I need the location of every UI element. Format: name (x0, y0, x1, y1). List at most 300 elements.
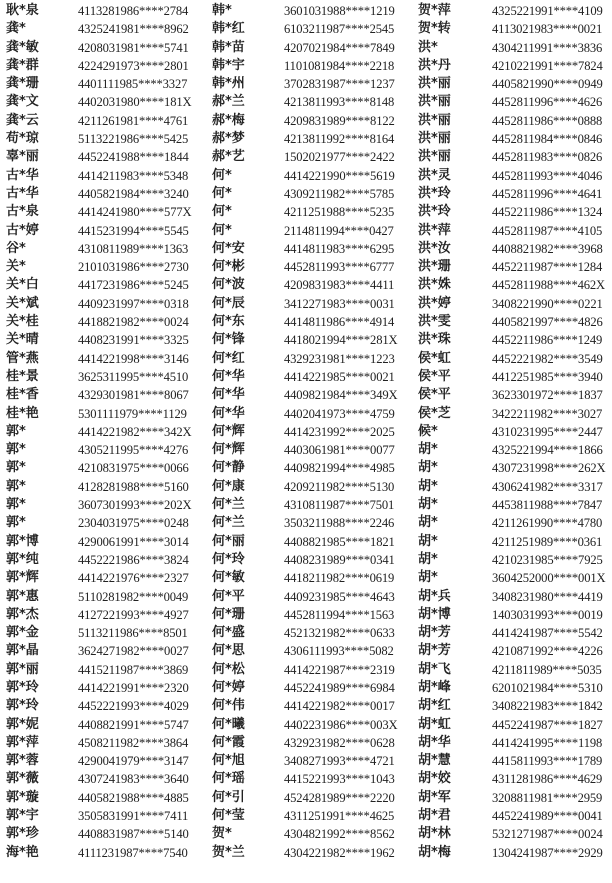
list-row (410, 240, 612, 258)
person-name: 韩*红 (212, 21, 245, 37)
person-name: 洪*丽 (418, 76, 451, 92)
list-row (0, 39, 205, 57)
person-name: 关*斌 (6, 295, 39, 311)
person-name: 胡*红 (418, 698, 451, 714)
id-number: 4414241987****5542 (492, 626, 603, 641)
person-name: 郝*梦 (212, 131, 245, 147)
id-number: 3625311995****4510 (78, 369, 189, 384)
id-number: 4418211982****0619 (284, 571, 395, 586)
person-name: 郭*玲 (6, 679, 39, 695)
list-row (410, 313, 612, 331)
id-number: 4304821992****8562 (284, 827, 395, 842)
person-name: 何*敏 (212, 570, 245, 586)
person-name: 郭*玲 (6, 698, 39, 714)
list-row (205, 130, 410, 148)
id-number: 4452811986****0888 (492, 113, 603, 128)
list-row (410, 734, 612, 752)
list-row (205, 807, 410, 825)
person-name: 何*红 (212, 350, 245, 366)
person-name: 胡*梅 (418, 844, 451, 860)
id-number: 4508211982****3864 (78, 735, 189, 750)
person-name: 洪*珊 (418, 259, 451, 275)
id-number: 4415231994****5545 (78, 223, 189, 238)
id-number: 4329231981****1223 (284, 351, 395, 366)
id-number: 4418821982****0024 (78, 315, 189, 330)
list-row (0, 57, 205, 75)
list-row (0, 825, 205, 843)
person-name: 胡*飞 (418, 661, 451, 677)
person-name: 洪*姝 (418, 277, 451, 293)
id-number: 4452211987****1284 (492, 260, 603, 275)
person-name: 郭* (6, 460, 26, 476)
person-name: 郭*宇 (6, 808, 39, 824)
id-number: 4452811987****4105 (492, 223, 603, 238)
person-name: 郭*辉 (6, 570, 39, 586)
person-name: 耿*泉 (6, 3, 39, 18)
person-name: 何*思 (212, 643, 245, 659)
list-row (0, 350, 205, 368)
person-name: 洪*玲 (418, 204, 451, 220)
list-row (205, 478, 410, 496)
list-row (205, 716, 410, 734)
list-row (410, 642, 612, 660)
person-name: 何*盛 (212, 625, 245, 641)
id-number: 4305211995****4276 (78, 443, 189, 458)
id-number: 4453811988****7847 (492, 498, 603, 513)
person-name: 洪*珠 (418, 332, 451, 348)
person-name: 何*彬 (212, 259, 245, 275)
id-number: 4409821994****4985 (284, 461, 395, 476)
person-name: 何*华 (212, 405, 245, 421)
list-row (205, 93, 410, 111)
list-row (410, 825, 612, 843)
id-number: 4452811994****1563 (284, 607, 395, 622)
list-row (205, 2, 410, 20)
list-row (410, 130, 612, 148)
person-name: 郭* (6, 478, 26, 494)
id-number: 4402041973****4759 (284, 406, 395, 421)
person-name: 洪*丽 (418, 112, 451, 128)
list-row (205, 75, 410, 93)
list-row (410, 258, 612, 276)
id-number: 4414811986****4914 (284, 315, 395, 330)
person-name: 洪*雯 (418, 314, 451, 330)
id-number: 4306241982****3317 (492, 479, 603, 494)
list-row (0, 789, 205, 807)
person-name: 洪*丽 (418, 149, 451, 165)
person-name: 何* (212, 222, 232, 238)
person-name: 何*静 (212, 460, 245, 476)
person-name: 关*白 (6, 277, 39, 293)
id-number: 4211261981****4761 (78, 113, 189, 128)
id-number: 4414221982****342X (78, 424, 192, 439)
id-number: 1502021977****2422 (284, 150, 395, 165)
person-name: 郝*梅 (212, 112, 245, 128)
id-number: 4415211987****3869 (78, 662, 189, 677)
person-name: 郭*薇 (6, 771, 39, 787)
list-row (0, 533, 205, 551)
list-row (410, 295, 612, 313)
list-row (205, 185, 410, 203)
person-name: 贺* (212, 826, 232, 842)
person-name: 关*桂 (6, 314, 39, 330)
id-number: 4224291973****2801 (78, 58, 189, 73)
id-number: 4452241988****1844 (78, 150, 189, 165)
person-name: 何*平 (212, 588, 245, 604)
list-row (410, 405, 612, 423)
list-row (205, 313, 410, 331)
list-row (410, 148, 612, 166)
list-row (0, 405, 205, 423)
person-name: 胡*芳 (418, 625, 451, 641)
id-number: 4304211991****3836 (492, 40, 603, 55)
id-number: 4329301981****8067 (78, 388, 189, 403)
list-row (0, 661, 205, 679)
person-name: 何*瑶 (212, 771, 245, 787)
person-name: 何*安 (212, 240, 245, 256)
person-name: 胡*博 (418, 606, 451, 622)
person-name: 龚*云 (6, 112, 39, 128)
person-name: 韩*苗 (212, 39, 245, 55)
list-row (205, 57, 410, 75)
list-row (410, 93, 612, 111)
person-name: 洪*丹 (418, 57, 451, 73)
id-number: 4290041979****3147 (78, 754, 189, 769)
list-row (0, 112, 205, 130)
list-row (410, 478, 612, 496)
id-number: 3702831987****1237 (284, 77, 395, 92)
list-row (0, 222, 205, 240)
id-number: 4401111985****3327 (78, 77, 188, 92)
person-name: 何* (212, 167, 232, 183)
id-number: 4415811993****1789 (492, 754, 603, 769)
person-name: 龚*群 (6, 57, 39, 73)
id-number: 4409231985****4643 (284, 589, 395, 604)
id-number: 3601031988****1219 (284, 4, 395, 18)
id-number: 4405821984****3240 (78, 186, 189, 201)
id-number: 4418021994****281X (284, 333, 398, 348)
id-number: 4211251988****5235 (284, 205, 395, 220)
person-name: 何*波 (212, 277, 245, 293)
id-number: 4213811992****8164 (284, 132, 395, 147)
person-name: 韩*宇 (212, 57, 245, 73)
id-number: 4290061991****3014 (78, 534, 189, 549)
list-row (410, 533, 612, 551)
person-name: 龚*文 (6, 94, 39, 110)
list-row (205, 386, 410, 404)
id-number: 4452811993****6777 (284, 260, 395, 275)
list-row (205, 752, 410, 770)
list-row (0, 368, 205, 386)
id-number: 4311251991****4625 (284, 809, 395, 824)
person-name: 何*松 (212, 661, 245, 677)
id-number: 4521321982****0633 (284, 626, 395, 641)
id-number: 4310811989****1363 (78, 241, 189, 256)
list-row (0, 752, 205, 770)
person-name: 何*珊 (212, 606, 245, 622)
list-row (0, 203, 205, 221)
person-name: 胡* (418, 497, 438, 513)
list-row (0, 624, 205, 642)
id-number: 4408231991****3325 (78, 333, 189, 348)
id-number: 4210231985****7925 (492, 552, 603, 567)
list-row (205, 588, 410, 606)
id-number: 4414241980****577X (78, 205, 192, 220)
list-row (205, 734, 410, 752)
list-column-2 (205, 0, 410, 883)
list-row (0, 697, 205, 715)
person-name: 胡* (418, 551, 438, 567)
person-name: 胡*军 (418, 789, 451, 805)
person-name: 胡* (418, 460, 438, 476)
person-name: 何* (212, 185, 232, 201)
id-number: 4452211986****1249 (492, 333, 603, 348)
person-name: 胡*姣 (418, 771, 451, 787)
person-name: 郭* (6, 423, 26, 439)
id-number: 4211811989****5035 (492, 662, 602, 677)
list-row (205, 679, 410, 697)
id-number: 4417231986****5245 (78, 278, 189, 293)
list-row (0, 423, 205, 441)
person-name: 贺*萍 (418, 3, 451, 18)
person-name: 胡* (418, 570, 438, 586)
list-row (410, 514, 612, 532)
list-row (0, 276, 205, 294)
list-row (410, 496, 612, 514)
list-column-3 (410, 0, 612, 883)
list-row (410, 770, 612, 788)
list-row (205, 350, 410, 368)
list-row (0, 496, 205, 514)
list-row (0, 606, 205, 624)
person-name: 何*康 (212, 478, 245, 494)
id-number: 3422211982****3027 (492, 406, 603, 421)
id-number: 4402231986****003X (284, 717, 398, 732)
list-row (205, 825, 410, 843)
list-row (0, 551, 205, 569)
person-name: 胡*峰 (418, 679, 451, 695)
id-number: 3505831991****7411 (78, 809, 189, 824)
id-number: 4414211983****5348 (78, 168, 189, 183)
id-number: 4307231998****262X (492, 461, 606, 476)
id-number: 3408221983****1842 (492, 699, 603, 714)
person-name: 古*婷 (6, 222, 39, 238)
person-name: 海*艳 (6, 844, 39, 860)
person-name: 何*丽 (212, 533, 245, 549)
person-name: 苟*琼 (6, 131, 39, 147)
person-name: 管*燕 (6, 350, 39, 366)
list-row (0, 130, 205, 148)
id-number: 4210871992****4226 (492, 644, 603, 659)
list-row (0, 148, 205, 166)
list-row (410, 697, 612, 715)
person-name: 洪*汝 (418, 240, 451, 256)
id-number: 3408221990****0221 (492, 296, 603, 311)
id-number: 5113211986****8501 (78, 626, 188, 641)
person-name: 郭*惠 (6, 588, 39, 604)
id-number: 2114811994****0427 (284, 223, 394, 238)
list-row (205, 258, 410, 276)
id-number: 1101081984****2218 (284, 58, 395, 73)
list-row (205, 368, 410, 386)
id-number: 6201021984****5310 (492, 680, 603, 695)
person-name: 郭*纯 (6, 551, 39, 567)
person-name: 郝*艺 (212, 149, 245, 165)
list-row (0, 844, 205, 862)
list-row (0, 770, 205, 788)
list-row (410, 679, 612, 697)
list-row (205, 20, 410, 38)
person-name: 龚* (6, 21, 26, 37)
person-name: 古*华 (6, 167, 39, 183)
list-row (0, 716, 205, 734)
person-name: 胡*兵 (418, 588, 451, 604)
id-number: 4524281989****2220 (284, 790, 395, 805)
id-number: 4409231997****0318 (78, 296, 189, 311)
id-number: 4207021984****7849 (284, 40, 395, 55)
list-row (410, 624, 612, 642)
list-row (410, 789, 612, 807)
person-name: 洪*丽 (418, 131, 451, 147)
list-row (410, 606, 612, 624)
id-number: 4403061981****0077 (284, 443, 395, 458)
person-name: 胡*芳 (418, 643, 451, 659)
id-number: 4414221998****3146 (78, 351, 189, 366)
list-row (410, 2, 612, 20)
person-name: 侯*芝 (418, 405, 451, 421)
id-number: 2101031986****2730 (78, 260, 189, 275)
person-name: 何* (212, 204, 232, 220)
list-row (0, 331, 205, 349)
list-row (205, 276, 410, 294)
person-name: 何*辉 (212, 423, 245, 439)
id-number: 4325221991****4109 (492, 4, 603, 18)
id-number: 4414221976****2327 (78, 571, 189, 586)
person-name: 何*引 (212, 789, 245, 805)
list-row (0, 240, 205, 258)
list-row (0, 478, 205, 496)
person-name: 胡* (418, 478, 438, 494)
id-number: 3607301993****202X (78, 498, 192, 513)
person-name: 洪*玲 (418, 185, 451, 201)
list-row (410, 551, 612, 569)
id-number: 5110281982****0049 (78, 589, 189, 604)
id-number: 4414221991****2320 (78, 680, 189, 695)
id-number: 4210221991****7824 (492, 58, 603, 73)
id-number: 4452221986****3824 (78, 552, 189, 567)
person-name: 洪*萍 (418, 222, 451, 238)
person-name: 洪* (418, 39, 438, 55)
id-number: 4304221982****1962 (284, 845, 395, 860)
person-name: 胡*林 (418, 826, 451, 842)
list-row (205, 770, 410, 788)
person-name: 何*锋 (212, 332, 245, 348)
list-row (0, 441, 205, 459)
id-number: 4408231989****0341 (284, 552, 395, 567)
id-number: 3624271982****0027 (78, 644, 189, 659)
list-row (0, 514, 205, 532)
list-row (205, 496, 410, 514)
id-number: 6103211987****2545 (284, 22, 395, 37)
list-row (0, 588, 205, 606)
person-name: 何*莹 (212, 808, 245, 824)
person-name: 郭* (6, 497, 26, 513)
list-column-1 (0, 0, 205, 883)
id-number: 4307241983****3640 (78, 772, 189, 787)
id-number: 4405821997****4826 (492, 315, 603, 330)
id-number: 3623301972****1837 (492, 388, 603, 403)
person-name: 洪*婷 (418, 295, 451, 311)
id-number: 4408831987****5140 (78, 827, 189, 842)
id-number: 4452221993****4029 (78, 699, 189, 714)
person-name: 郭*妮 (6, 716, 39, 732)
id-number: 4405821988****4885 (78, 790, 189, 805)
list-row (205, 295, 410, 313)
person-name: 韩*州 (212, 76, 245, 92)
id-number: 4311281986****4629 (492, 772, 603, 787)
list-row (0, 295, 205, 313)
person-name: 何*玲 (212, 551, 245, 567)
list-row (0, 185, 205, 203)
id-number: 5113221986****5425 (78, 132, 189, 147)
id-number: 4309211982****5785 (284, 186, 395, 201)
list-row (0, 734, 205, 752)
list-row (205, 661, 410, 679)
id-number: 4412251985****3940 (492, 369, 603, 384)
id-number: 4414231992****2025 (284, 424, 395, 439)
list-row (410, 569, 612, 587)
id-number: 3408231980****4419 (492, 589, 603, 604)
person-name: 郝*兰 (212, 94, 245, 110)
person-name: 侯*平 (418, 368, 451, 384)
list-row (205, 642, 410, 660)
person-name: 何*华 (212, 368, 245, 384)
person-name: 龚*敏 (6, 39, 39, 55)
id-number: 4310231995****2447 (492, 424, 603, 439)
person-name: 古*华 (6, 185, 39, 201)
id-number: 4452241987****1827 (492, 717, 603, 732)
id-number: 4213811993****8148 (284, 95, 395, 110)
id-number: 4414221990****5619 (284, 168, 395, 183)
person-name: 桂*景 (6, 368, 39, 384)
person-name: 郭*丽 (6, 661, 39, 677)
id-number: 4211261990****4780 (492, 516, 603, 531)
person-name: 何*婷 (212, 679, 245, 695)
list-row (0, 569, 205, 587)
person-name: 郭*晶 (6, 643, 39, 659)
list-row (410, 441, 612, 459)
id-number: 4209831989****8122 (284, 113, 395, 128)
person-name: 胡* (418, 442, 438, 458)
list-row (410, 459, 612, 477)
person-name: 何*旭 (212, 753, 245, 769)
list-row (0, 167, 205, 185)
list-row (0, 386, 205, 404)
list-row (0, 642, 205, 660)
list-row (410, 716, 612, 734)
list-row (0, 2, 205, 20)
person-name: 郭* (6, 442, 26, 458)
id-number: 3412271983****0031 (284, 296, 395, 311)
list-row (0, 313, 205, 331)
person-name: 何*辉 (212, 442, 245, 458)
list-row (410, 331, 612, 349)
person-name: 韩* (212, 3, 232, 18)
id-number: 4127221993****4927 (78, 607, 189, 622)
person-name: 候* (418, 423, 438, 439)
list-row (205, 514, 410, 532)
list-row (410, 588, 612, 606)
